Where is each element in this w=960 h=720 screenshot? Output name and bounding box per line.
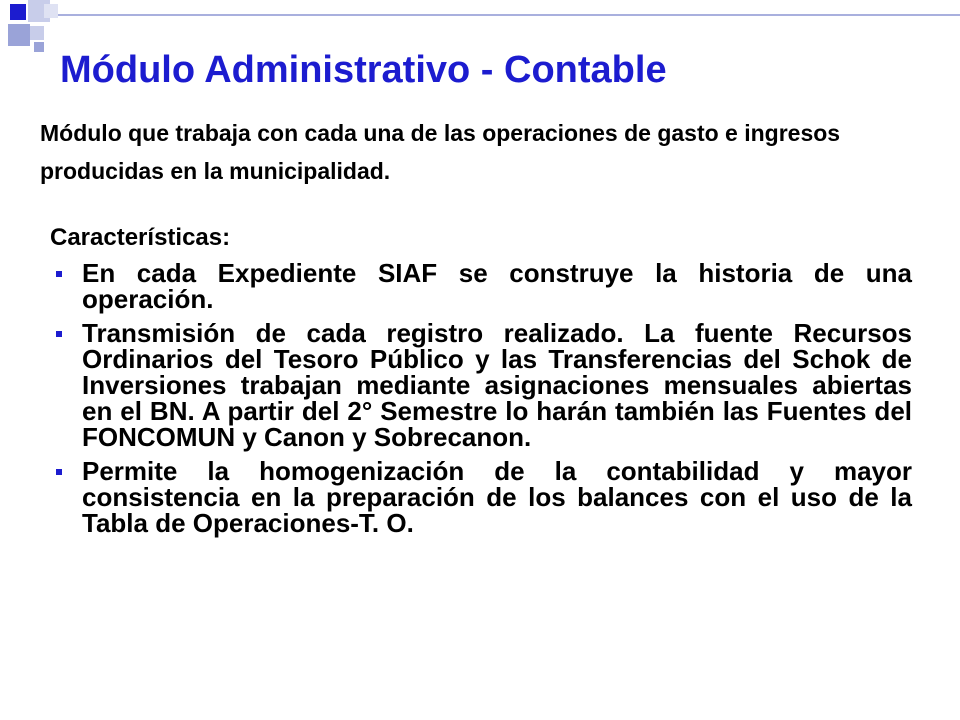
feature-item-2	[46, 320, 912, 450]
square-bullet-icon	[56, 271, 62, 277]
slide-title: Módulo Administrativo - Contable	[60, 49, 667, 91]
feature-text: Transmisión de cada registro realizado. La fuente Recursos Ordinarios del Tesoro Público y las Transferencias del Schok de Inversiones trabajan mediante asignaciones mensuales abiertas en el BN. A partir del 2° Semestre lo harán también las Fuentes del FONCOMUN y Canon y Sobrecanon.	[82, 318, 912, 452]
deco-square-mid-small	[34, 42, 44, 52]
square-bullet-icon	[56, 331, 62, 337]
features-heading: Características:	[50, 224, 231, 251]
deco-square-dark	[10, 4, 26, 20]
feature-text: Permite la homogenización de la contabilidad y mayor consistencia en la preparación de los balances con el uso de la Tabla de Operaciones-T. O.	[82, 456, 912, 538]
features-list	[46, 260, 912, 536]
feature-text: En cada Expediente SIAF se construye la historia de una operación.	[82, 258, 912, 314]
content-area	[46, 220, 912, 544]
deco-square-light-small	[30, 26, 44, 40]
deco-square-mid	[8, 24, 30, 46]
deco-square-faint	[44, 4, 58, 18]
slide-subtitle: Módulo que trabaja con cada una de las operaciones de gasto e ingresos producidas en la municipalidad.	[40, 120, 841, 184]
square-bullet-icon	[56, 469, 62, 475]
deco-top-line	[58, 14, 960, 16]
feature-item-1	[46, 260, 912, 312]
feature-item-3	[46, 458, 912, 536]
